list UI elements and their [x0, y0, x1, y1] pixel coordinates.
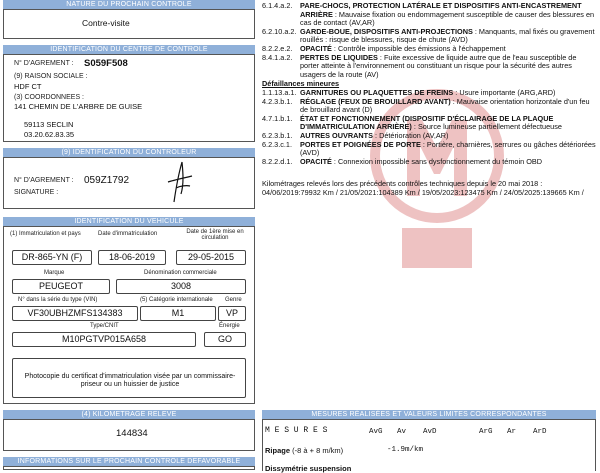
mineure-title: ÉTAT ET FONCTIONNEMENT (DISPOSITIF D'ÉCLAIRAGE DE LA PLAQUE D'IMMATRICULATION ARRIÈRE)	[300, 113, 554, 132]
col-avd: AvD	[423, 428, 437, 436]
centre-raison-label: (9) RAISON SOCIALE :	[14, 73, 88, 80]
controleur-header: (9) IDENTIFICATION DU CONTROLEUR	[3, 148, 255, 157]
info-footer-box	[3, 466, 255, 470]
denom-label: Dénomination commerciale	[144, 270, 217, 276]
next-control-header: NATURE DU PROCHAIN CONTROLE	[3, 0, 255, 9]
majeure-title: OPACITÉ	[300, 43, 332, 53]
type-label: Type/CNIT	[90, 323, 119, 329]
mineure-code: 1.1.13.a.1.	[262, 87, 297, 97]
majeure-desc: : Fuite excessive de liquide autre que de l'eau susceptible de porter atteinte à l'environnement ou constituant un risque pour la sécurité des autres usagers de la route (AV)	[300, 52, 577, 79]
majeure-desc: : Manquants, mal fixés ou gravement rouillés : risque de blessures, risque de chute (AVD)	[300, 26, 595, 45]
mineure-title: PORTES ET POIGNÉES DE PORTE	[300, 139, 421, 149]
mineure-title: AUTRES OUVRANTS	[300, 130, 373, 140]
centre-agrement-value: S059F508	[84, 58, 128, 69]
ripage-value: -1.9m/km	[387, 446, 424, 454]
mineure-desc: : Connexion impossible sans dysfonctionnement du témoin OBD	[331, 156, 543, 166]
genre-value: VP	[218, 306, 246, 321]
col-arg: ArG	[479, 428, 493, 436]
type-value: M10PGTVP015A658	[12, 332, 196, 347]
mineure-desc: : Mauvaise orientation horizontale d'un feu de brouillard avant (D)	[300, 96, 590, 115]
marque-label: Marque	[44, 270, 65, 276]
centre-header: IDENTIFICATION DU CENTRE DE CONTROLE	[3, 45, 255, 54]
majeure-code: 6.2.10.a.2.	[262, 26, 297, 36]
signature	[160, 158, 198, 204]
dissymetrie-label: Dissymétrie suspension	[265, 464, 352, 473]
mineure-code: 4.7.1.b.1.	[262, 113, 293, 123]
date-circ-value: 29-05-2015	[176, 250, 246, 265]
mineure-item	[262, 141, 596, 158]
majeure-code: 6.1.4.a.2.	[262, 1, 293, 10]
date-circ-label: Date de 1ère mise en circulation	[186, 229, 244, 241]
mineure-desc: : Usure importante (ARG,ARD)	[453, 87, 556, 97]
mesures-title: M E S U R E S	[265, 426, 328, 435]
col-av: Av	[397, 428, 407, 436]
col-ard: ArD	[533, 428, 547, 436]
denom-value: 3008	[116, 279, 246, 294]
mineure-code: 6.2.3.b.1.	[262, 130, 293, 140]
date-immat-value: 18-06-2019	[98, 250, 166, 265]
col-ar: Ar	[507, 428, 517, 436]
immat-value: DR-865-YN (F)	[12, 250, 92, 265]
controleur-agrement-value: 059Z1792	[84, 175, 130, 186]
majeure-title: PARE-CHOCS, PROTECTION LATÉRALE ET DISPOSITIFS ANTI-ENCASTREMENT ARRIÈRE	[300, 1, 582, 19]
next-control-box	[3, 9, 255, 39]
vehicule-box	[3, 226, 255, 404]
mineure-title: RÉGLAGE (FEUX DE BROUILLARD AVANT)	[300, 96, 451, 106]
kilometrage-value: 144834	[116, 428, 148, 439]
centre-agrement-label: N° D'AGREMENT :	[14, 60, 74, 67]
mineure-desc: : Détérioration (AV,AR)	[372, 130, 449, 140]
mineure-item	[262, 115, 596, 132]
mineure-title: OPACITÉ	[300, 156, 332, 166]
mineure-item	[262, 98, 596, 115]
majeure-title: GARDE-BOUE, DISPOSITIFS ANTI-PROJECTIONS	[300, 26, 473, 36]
mesures-box	[262, 419, 596, 471]
centre-address2: 59113 SECLIN	[24, 120, 74, 129]
majeure-code: 8.4.1.a.2.	[262, 52, 293, 62]
mineure-desc: : Source lumineuse partiellement défectueuse	[411, 122, 562, 132]
majeure-item	[262, 2, 596, 28]
controleur-box	[3, 157, 255, 209]
centre-raison-value: HDF CT	[14, 82, 42, 91]
vin-value: VF30UBHZMFS134383	[12, 306, 138, 321]
controleur-signature-label: SIGNATURE :	[14, 189, 59, 196]
centre-coord-label: (3) COORDONNEES :	[14, 94, 85, 101]
immat-label: (1) Immatriculation et pays	[10, 231, 81, 237]
majeure-code: 8.2.2.e.2.	[262, 43, 293, 53]
vehicule-header: IDENTIFICATION DU VEHICULE	[3, 217, 255, 226]
mineure-code: 4.2.3.b.1.	[262, 96, 293, 106]
vin-label: N° dans la série du type (VIN)	[18, 297, 98, 303]
majeure-title: PERTES DE LIQUIDES	[300, 52, 378, 62]
centre-box	[3, 54, 255, 142]
majeure-item	[262, 28, 596, 45]
categorie-label: (5) Catégorie internationale	[140, 297, 213, 303]
ripage-label	[265, 446, 343, 455]
controleur-agrement-label: N° D'AGREMENT :	[14, 177, 74, 184]
note-text: Photocopie du certificat d'immatriculation visée par un commissaire-priseur ou un huissier de justice	[24, 373, 236, 388]
note-box	[12, 358, 246, 398]
majeure-desc: : Mauvaise fixation ou endommagement susceptible de causer des blessures en cas de contact (AV,AR)	[300, 9, 595, 28]
genre-label: Genre	[225, 297, 242, 303]
info-footer-header: INFORMATIONS SUR LE PROCHAIN CONTROLE DEFAVORABLE	[3, 457, 255, 466]
mesures-header: MESURES RÉALISÉES ET VALEURS LIMITES CORRESPONDANTES	[262, 410, 596, 419]
next-control-value: Contre-visite	[82, 18, 130, 28]
ripage-label-text: Ripage	[265, 446, 291, 455]
mineure-desc: : Portière, charnières, serrures ou gâches détériorées (AVD)	[300, 139, 596, 158]
energie-value: GO	[204, 332, 246, 347]
kilometrage-header: (4) KILOMETRAGE RELEVE	[3, 410, 255, 419]
energie-label: Énergie	[219, 323, 240, 329]
majeure-desc: : Contrôle impossible des émissions à l'échappement	[331, 43, 506, 53]
ripage-range: (-8 à + 8 m/km)	[292, 446, 344, 455]
mineure-item	[262, 158, 596, 167]
mineure-title: GARNITURES OU PLAQUETTES DE FREINS	[300, 87, 454, 97]
mineure-code: 8.2.2.d.1.	[262, 156, 293, 166]
defaillances-block	[262, 2, 596, 197]
col-avg: AvG	[369, 428, 383, 436]
mineures-heading: Défaillances mineures	[262, 79, 340, 89]
kilometrage-box	[3, 419, 255, 451]
date-immat-label: Date d'immatriculation	[98, 231, 158, 237]
centre-address1: 141 CHEMIN DE L'ARBRE DE GUISE	[14, 102, 143, 111]
centre-phone: 03.20.62.83.35	[24, 130, 75, 139]
mineure-code: 6.2.3.c.1.	[262, 139, 293, 149]
categorie-value: M1	[140, 306, 216, 321]
majeure-item	[262, 54, 596, 80]
km-history-note: Kilométrages relevés lors des précédents contrôles techniques depuis le 20 mai 2018 : 04/06/2019:79932 Km / 21/05/2021:104389 Km / 19/05/2023:123475 Km / 24/05/2025:139665 Km /	[262, 179, 584, 197]
marque-value: PEUGEOT	[12, 279, 110, 294]
